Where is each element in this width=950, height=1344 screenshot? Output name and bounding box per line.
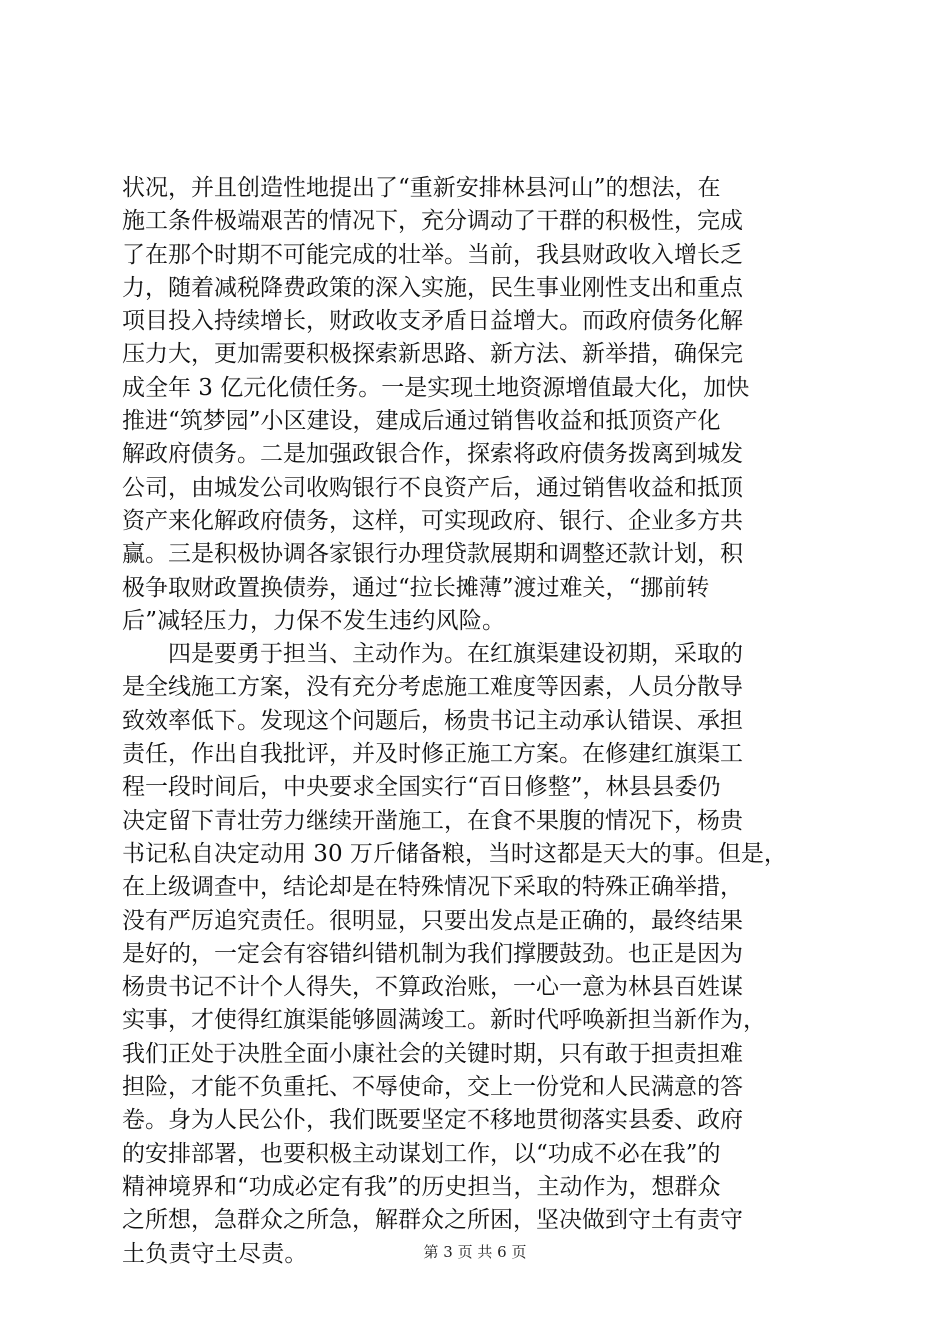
text-line: 力，随着减税降费政策的深入实施，民生事业刚性支出和重点 [122,274,743,301]
text-line: 是好的，一定会有容错纠错机制为我们撑腰鼓劲。也正是因为 [122,940,743,967]
text-line: 项目投入持续增长，财政收支矛盾日益增大。而政府债务化解 [122,308,743,335]
text-line: 程一段时间后，中央要求全国实行“百日修整”，林县县委仍 [122,774,721,801]
text-line: 在上级调查中，结论却是在特殊情况下采取的特殊正确举措， [122,874,743,901]
text-line: 我们正处于决胜全面小康社会的关键时期，只有敢于担责担难 [122,1040,743,1067]
text-line: 担险，才能不负重托、不辱使命，交上一份党和人民满意的答 [122,1074,743,1101]
text-line: 是全线施工方案，没有充分考虑施工难度等因素，人员分散导 [122,674,743,701]
text-line: 解政府债务。二是加强政银合作，探索将政府债务拨离到城发 [122,441,743,468]
text-line: 的安排部署，也要积极主动谋划工作，以“功成不必在我”的 [122,1140,721,1167]
text-line: 状况，并且创造性地提出了“重新安排林县河山”的想法，在 [122,175,721,201]
text-line: 压力大，更加需要积极探索新思路、新方法、新举措，确保完 [122,341,743,368]
text-line: 成全年 3 亿元化债任务。一是实现土地资源增值最大化，加快 [122,374,750,401]
text-line: 书记私自决定动用 30 万斤储备粮，当时这都是天大的事。但是， [122,840,787,867]
text-line: 责任，作出自我批评，并及时修正施工方案。在修建红旗渠工 [122,741,743,768]
text-line: 没有严厉追究责任。很明显，只要出发点是正确的，最终结果 [122,907,743,934]
text-line: 致效率低下。发现这个问题后，杨贵书记主动承认错误、承担 [122,707,743,734]
text-line: 公司，由城发公司收购银行不良资产后，通过销售收益和抵顶 [122,474,743,501]
text-line: 精神境界和“功成必定有我”的历史担当，主动作为，想群众 [122,1173,721,1200]
text-line: 决定留下青壮劳力继续开凿施工，在食不果腹的情况下，杨贵 [122,807,743,834]
text-line: 土负责守土尽责。 [122,1240,308,1267]
page-footer: 第 3 页 共 6 页 [423,1243,527,1261]
text-line: 杨贵书记不计个人得失，不算政治账，一心一意为林县百姓谋 [122,974,743,1001]
text-line: 极争取财政置换债券，通过“拉长摊薄”渡过难关，“挪前转 [122,574,710,601]
text-line: 四是要勇于担当、主动作为。在红旗渠建设初期，采取的 [122,641,743,668]
body-text [122,172,842,1271]
text-line: 实事，才使得红旗渠能够圆满竣工。新时代呼唤新担当新作为， [122,1007,766,1034]
text-line: 赢。三是积极协调各家银行办理贷款展期和调整还款计划，积 [122,541,743,568]
text-line: 资产来化解政府债务，这样，可实现政府、银行、企业多方共 [122,507,743,534]
text-line: 卷。身为人民公仆，我们既要坚定不移地贯彻落实县委、政府 [122,1107,743,1134]
text-line: 了在那个时期不可能完成的壮举。当前，我县财政收入增长乏 [122,241,743,268]
text-line: 推进“筑梦园”小区建设，建成后通过销售收益和抵顶资产化 [122,408,721,435]
text-line: 之所想，急群众之所急，解群众之所困，坚决做到守土有责守 [122,1207,743,1234]
text-line: 施工条件极端艰苦的情况下，充分调动了干群的积极性，完成 [122,208,743,235]
text-line: 后”减轻压力，力保不发生违约风险。 [122,607,506,634]
